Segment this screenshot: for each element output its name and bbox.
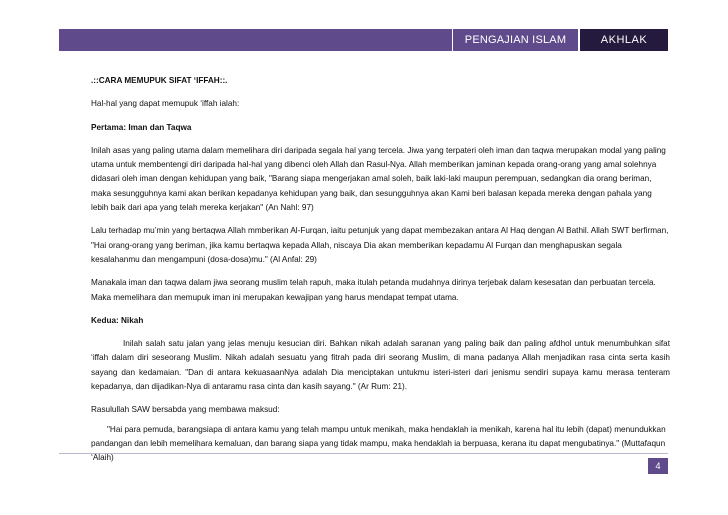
header-bar [59, 29, 452, 51]
page-number: 4 [648, 458, 668, 474]
header-section-label: PENGAJIAN ISLAM [452, 29, 578, 51]
heading-nikah: Kedua: Nikah [91, 315, 144, 325]
intro-text: Hal-hal yang dapat memupuk ‘iffah ialah: [91, 99, 240, 109]
header-chapter-label: AKHLAK [578, 29, 668, 51]
hadith-quote: "Hai para pemuda, barangsiapa di antara kamu yang telah mampu untuk menikah, maka hendaklah ia menikah, karena hal itu lebih (dapat) menundukkan pandangan dan lebih memelihara kemaluan, dan barang siapa yang tidak mampu, maka hendaklah ia berpuasa, kerana itu dapat mengubatinya." (Muttafaqun ‘Alaih) [91, 424, 666, 463]
page-header [59, 29, 668, 51]
paragraph-3: Manakala iman dan taqwa dalam jiwa seorang muslim telah rapuh, maka itulah petanda mudahnya dirinya terjebak dalam kesesatan dan perbuatan tercela. Maka memelihara dan memupuk iman ini merupakan kewajipan yang harus mendapat tempat utama. [91, 278, 656, 302]
paragraph-1: Inilah asas yang paling utama dalam memelihara diri daripada segala hal yang tercela. Jiwa yang terpateri oleh iman dan taqwa merupakan modal yang paling utama untuk membentengi diri daripada hal-hal yang dibenci oleh Allah dan Rasul-Nya. Allah memberikan jaminan kepada orang-orang yang amal solehnya didasari oleh iman dengan kehidupan yang baik, "Barang siapa mengerjakan amal soleh, baik laki-laki maupun perempuan, sedangkan dia orang beriman, maka sesungguhnya kami akan berikan kepadanya kehidupan yang baik, dan sesungguhnya akan Kami beri balasan kepada mereka dengan pahala yang lebih baik dari apa yang telah mereka kerjakan" (An Nahl: 97) [91, 145, 666, 213]
heading-iman-taqwa: Pertama: Iman dan Taqwa [91, 122, 192, 132]
paragraph-4: Inilah salah satu jalan yang jelas menuju kesucian diri. Bahkan nikah adalah saranan yang paling baik dan paling afdhol untuk menumbuhkan sifat ‘iffah dalam diri seseorang Muslim. Nikah adalah sesuatu yang fitrah pada diri seorang Muslim, di mana padanya Allah menjadikan rasa cinta serta kasih sayang dan kedamaian. "Dan di antara kekuasaanNya adalah Dia menciptakan untukmu isteri-isteri dari jenismu sendiri supaya kamu merasa tenteram kepadanya, dan dijadikan-Nya di antaramu rasa cinta dan kasih sayang." (Ar Rum: 21). [91, 339, 670, 392]
paragraph-2: Lalu terhadap mu’min yang bertaqwa Allah mmberikan Al-Furqan, iaitu petunjuk yang dapat membezakan antara Al Haq dengan Al Bathil. Allah SWT berfirman, "Hai orang-orang yang beriman, jika kamu bertaqwa kepada Allah, niscaya Dia akan memberikan kepadamu Al Furqan dan menghapuskan segala kesalahanmu dan mengampuni (dosa-dosa)mu." (Al Anfal: 29) [91, 226, 669, 264]
paragraph-5: Rasulullah SAW bersabda yang membawa maksud: [91, 405, 280, 415]
page-footer [59, 453, 668, 474]
section-title: .::CARA MEMUPUK SIFAT ‘IFFAH::. [91, 76, 228, 85]
document-body [91, 74, 670, 475]
